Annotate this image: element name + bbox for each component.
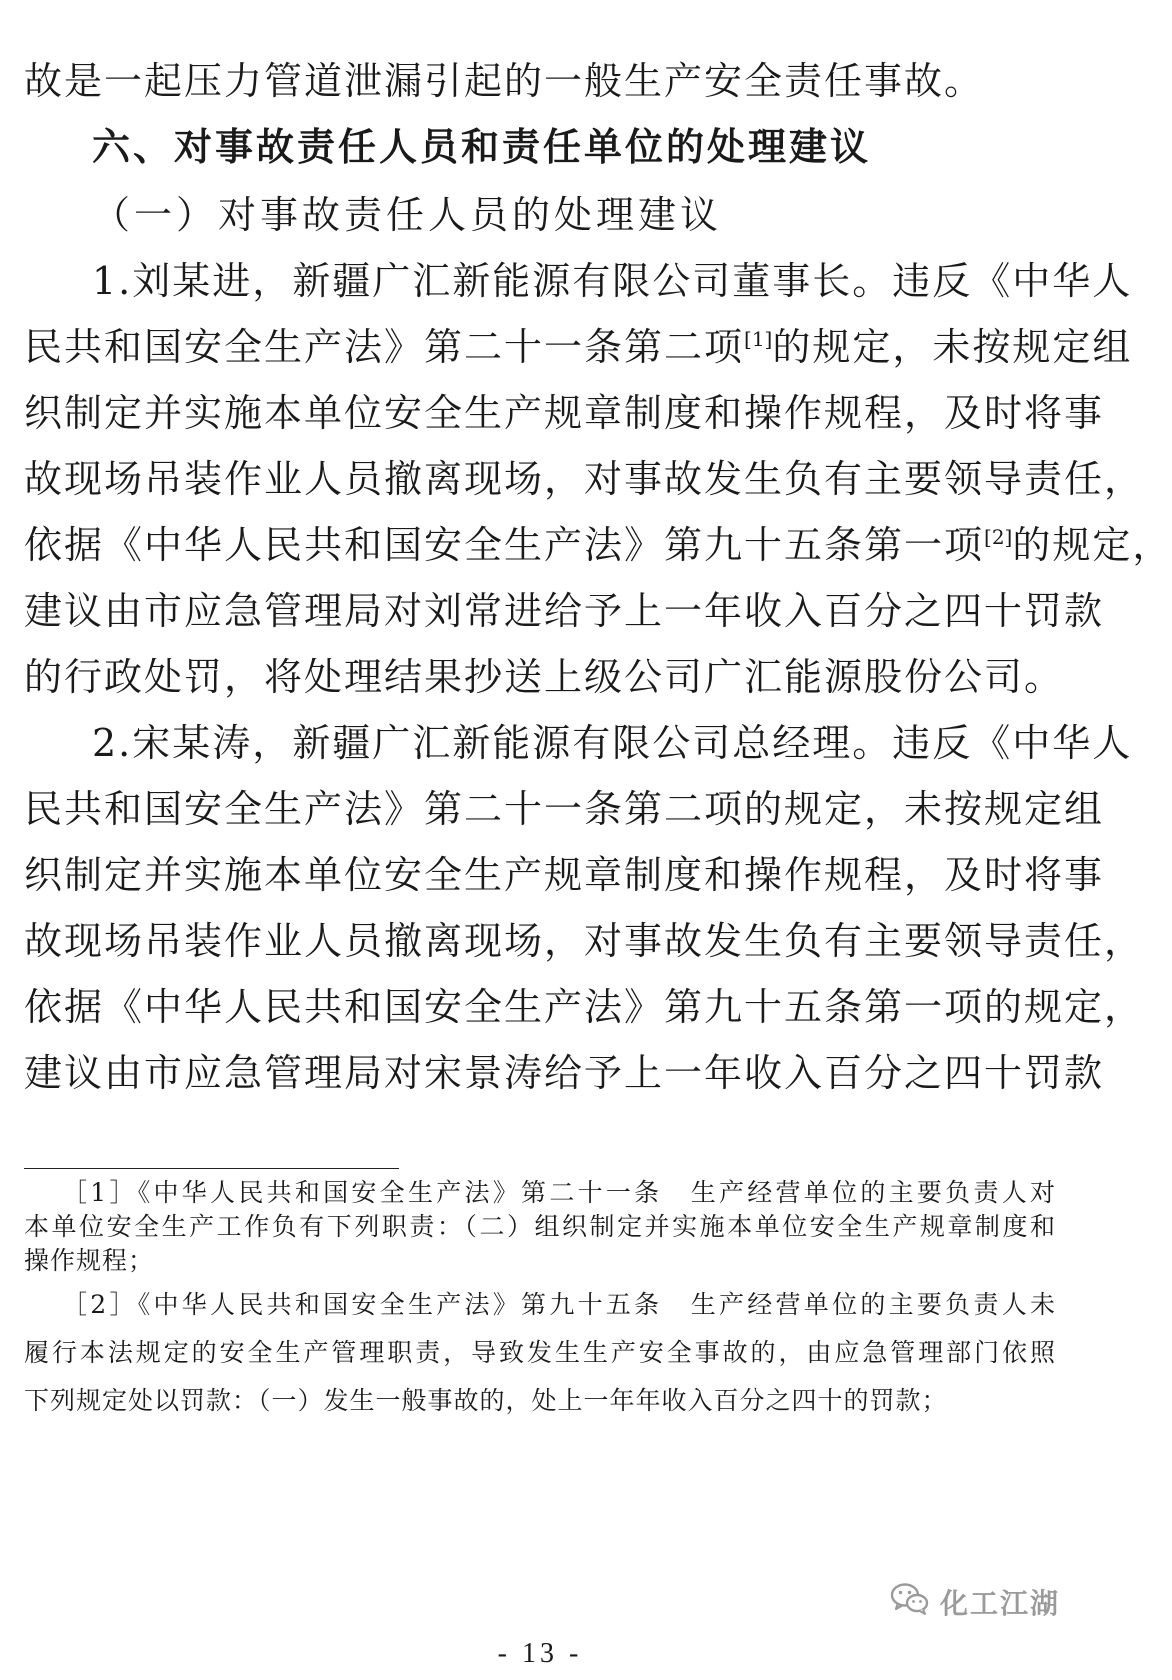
body-line [24, 523, 1172, 567]
body-line [24, 325, 1133, 369]
body-line: 建议由市应急管理局对宋景涛给予上一年收入百分之四十罚款 [24, 1051, 1105, 1095]
footnote-1-line: 操作规程； [24, 1246, 155, 1275]
page-number: - 13 - [497, 1638, 583, 1669]
footnote-ref-1: [1] [744, 327, 773, 351]
body-line: 故现场吊装作业人员撤离现场，对事故发生负有主要领导责任， [24, 457, 1145, 501]
footnote-1-line: ［1］《中华人民共和国安全生产法》第二十一条 生产经营单位的主要负责人对 [62, 1178, 1056, 1207]
body-line: 依据《中华人民共和国安全生产法》第九十五条第一项的规定， [24, 985, 1145, 1029]
footnote-separator [24, 1168, 399, 1169]
footnote-2-line: 履行本法规定的安全生产管理职责，导致发生生产安全事故的，由应急管理部门依照 [24, 1338, 1056, 1367]
text-run: 的规定， [1012, 523, 1172, 567]
section-heading: 六、对事故责任人员和责任单位的处理建议 [92, 125, 872, 169]
body-line: 的行政处罚，将处理结果抄送上级公司广汇能源股份公司。 [24, 655, 1065, 699]
footnote-2-line: 下列规定处以罚款：（一）发生一般事故的，处上一年年收入百分之四十的罚款； [24, 1386, 948, 1415]
footnote-1-line: 本单位安全生产工作负有下列职责：（二）组织制定并实施本单位安全生产规章制度和 [24, 1212, 1056, 1241]
footnote-ref-2: [2] [984, 525, 1013, 549]
body-line: 1.刘某进，新疆广汇新能源有限公司董事长。违反《中华人 [92, 259, 1133, 303]
body-line: 建议由市应急管理局对刘常进给予上一年收入百分之四十罚款 [24, 589, 1105, 633]
body-line: 故现场吊装作业人员撤离现场，对事故发生负有主要领导责任， [24, 919, 1145, 963]
subsection-heading: （一）对事故责任人员的处理建议 [92, 193, 723, 237]
wechat-icon [890, 1582, 930, 1623]
text-run: 的规定，未按规定组 [772, 325, 1133, 369]
body-line: 民共和国安全生产法》第二十一条第二项的规定，未按规定组 [24, 787, 1105, 831]
text-run: 民共和国安全生产法》第二十一条第二项 [24, 325, 745, 369]
body-line: 织制定并实施本单位安全生产规章制度和操作规程，及时将事 [24, 391, 1105, 435]
body-line: 织制定并实施本单位安全生产规章制度和操作规程，及时将事 [24, 853, 1105, 897]
footnote-2-line: ［2］《中华人民共和国安全生产法》第九十五条 生产经营单位的主要负责人未 [62, 1290, 1056, 1319]
body-line: 故是一起压力管道泄漏引起的一般生产安全责任事故。 [24, 59, 985, 103]
watermark-text: 化工江湖 [939, 1587, 1060, 1620]
body-line: 2.宋某涛，新疆广汇新能源有限公司总经理。违反《中华人 [92, 721, 1133, 765]
text-run: 依据《中华人民共和国安全生产法》第九十五条第一项 [24, 523, 985, 567]
watermark [890, 1582, 1060, 1622]
